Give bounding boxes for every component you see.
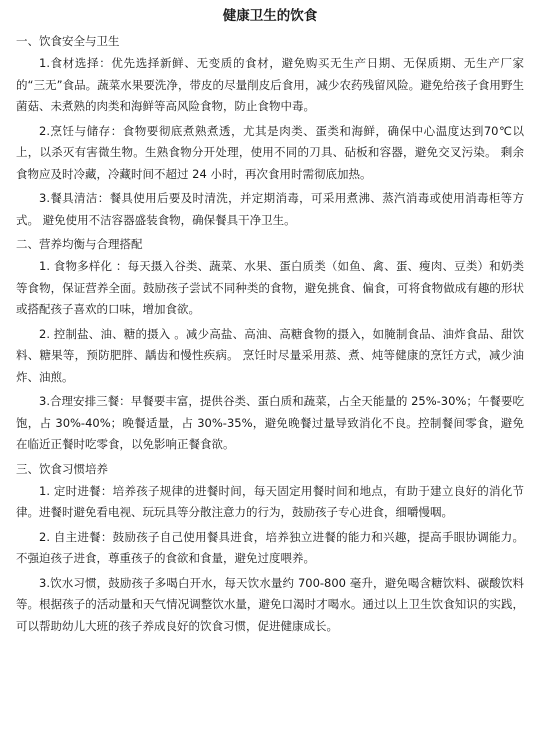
paragraph-three-meals: 3.合理安排三餐：早餐要丰富，提供谷类、蛋白质和蔬菜，占全天能量的 25%-30%；午餐要吃饱，占 30%-40%；晚餐适量，占 30%-35%，避免晚餐过量导致消化不良。控制餐间零食，避免在临近正餐时吃零食，以免影响正餐食欲。	[16, 394, 524, 451]
section-heading-eating-habits: 三、饮食习惯培养	[16, 461, 108, 476]
paragraph-self-feeding: 2. 自主进餐：鼓励孩子自己使用餐具进食，培养独立进餐的能力和兴趣，提高手眼协调能力。不强迫孩子进食，尊重孩子的食欲和食量，避免过度喂养。	[16, 529, 524, 565]
section-heading-food-safety: 一、饮食安全与卫生	[16, 34, 120, 48]
paragraph-tableware-cleaning: 3.餐具清洁：餐具使用后要及时清洗，并定期消毒，可采用煮沸、蒸汽消毒或使用消毒柜等方式。 避免使用不洁容器盛装食物，确保餐具干净卫生。	[16, 191, 524, 227]
paragraph-regular-meals: 1. 定时进餐：培养孩子规律的进餐时间，每天固定用餐时间和地点，有助于建立良好的消化节律。进餐时避免看电视、玩玩具等分散注意力的行为，鼓励孩子专心进食，细嚼慢咽。	[16, 483, 524, 519]
paragraph-drinking-water: 3.饮水习惯，鼓励孩子多喝白开水，每天饮水量约 700-800 毫升，避免喝含糖饮料、碳酸饮料等。根据孩子的活动量和天气情况调整饮水量，避免口渴时才喝水。通过以上卫生饮食知识的实践，可以帮助幼儿大班的孩子养成良好的饮食习惯，促进健康成长。	[16, 575, 524, 633]
section-heading-nutrition: 二、营养均衡与合理搭配	[16, 237, 143, 251]
paragraph-salt-oil-sugar: 2. 控制盐、油、糖的摄入 。减少高盐、高油、高糖食物的摄入，如腌制食品、油炸食品、甜饮料、糖果等，预防肥胖、龋齿和慢性疾病。 烹饪时尽量采用蒸、煮、炖等健康的烹饪方式，减少油炸、油煎。	[16, 326, 524, 384]
document-title: 健康卫生的饮食	[222, 8, 318, 24]
paragraph-food-diversity: 1. 食物多样化 ：每天摄入谷类、蔬菜、水果、蛋白质类（如鱼、禽、蛋、瘦肉、豆类）和奶类等食物，保证营养全面。鼓励孩子尝试不同种类的食物，避免挑食、偏食，可将食物做成有趣的形状或搭配孩子喜欢的口味，增加食欲。	[16, 259, 524, 316]
paragraph-ingredient-selection: 1.食材选择：优先选择新鲜、无变质的食材，避免购买无生产日期、无保质期、无生产厂家的“三无”食品。蔬菜水果要洗净，带皮的尽量削皮后食用，减少农药残留风险。避免给孩子食用野生菌菇、未煮熟的肉类和海鲜等高风险食物，防止食物中毒。	[16, 56, 524, 113]
paragraph-cooking-storage: 2.烹饪与储存：食物要彻底煮熟煮透，尤其是肉类、蛋类和海鲜，确保中心温度达到70℃以上，以杀灭有害微生物。生熟食物分开处理，使用不同的刀具、砧板和容器，避免交叉污染。 剩余食物应及时冷藏，冷藏时间不超过 24 小时，再次食用时需彻底加热。	[16, 123, 524, 181]
